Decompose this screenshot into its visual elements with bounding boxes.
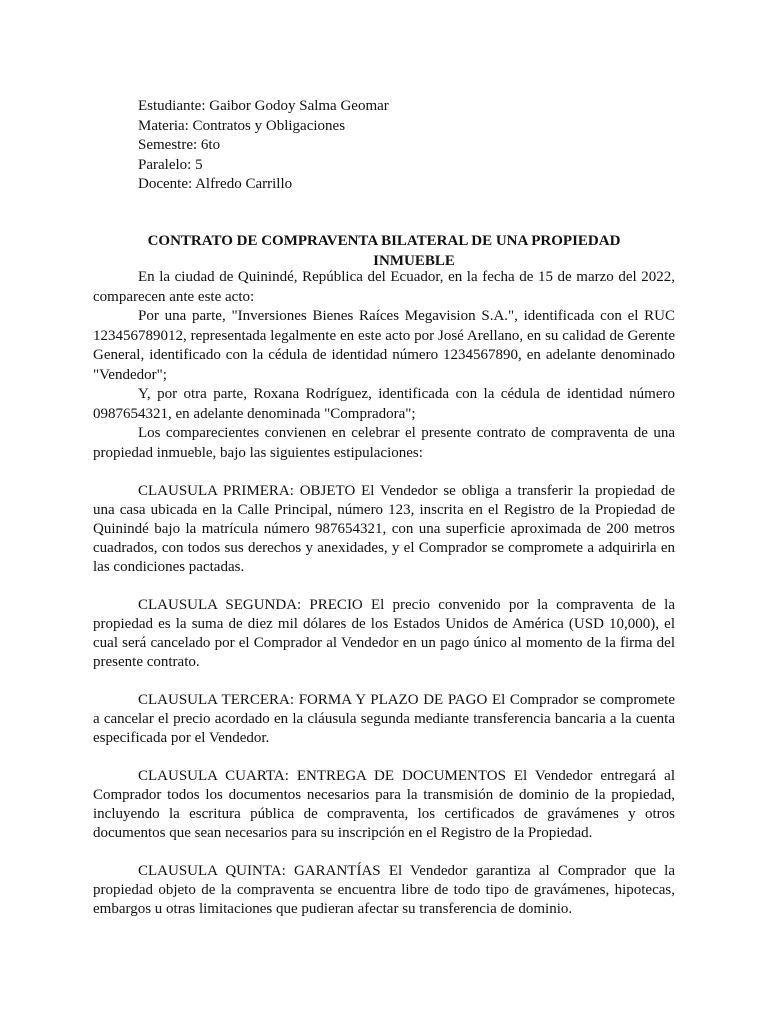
intro-paragraph-buyer: Y, por otra parte, Roxana Rodríguez, identificada con la cédula de identidad número 0987654321, en adelante denominada "Compradora"; [93, 386, 675, 422]
semester: Semestre: 6to [138, 137, 221, 153]
parallel: Paralelo: 5 [138, 156, 203, 173]
student-name: Estudiante: Gaibor Godoy Salma Geomar [138, 98, 389, 114]
contract-body [93, 268, 675, 919]
title-line-1: CONTRATO DE COMPRAVENTA BILATERAL DE UNA PROPIEDAD [147, 233, 621, 249]
student-info-block [138, 97, 658, 195]
subject-name: Materia: Contratos y Obligaciones [138, 117, 346, 134]
clause-quinta: CLAUSULA QUINTA: GARANTÍAS El Vendedor garantiza al Comprador que la propiedad objeto de la compraventa se encuentra libre de todo tipo de gravámenes, hipotecas, embargos u otras limitaciones que pudieran afectar su transferencia de dominio. [93, 863, 675, 917]
intro-paragraph-agreement: Los comparecientes convienen en celebrar el presente contrato de compraventa de una propiedad inmueble, bajo las siguientes estipulaciones: [93, 425, 675, 461]
document-title [93, 232, 675, 271]
clause-tercera: CLAUSULA TERCERA: FORMA Y PLAZO DE PAGO El Comprador se compromete a cancelar el precio acordado en la cláusula segunda mediante transferencia bancaria a la cuenta especificada por el Vendedor. [93, 692, 675, 746]
title-line-2: INMUEBLE [373, 252, 455, 269]
intro-paragraph-location: En la ciudad de Quinindé, República del Ecuador, en la fecha de 15 de marzo del 2022, comparecen ante este acto: [93, 269, 675, 305]
teacher-name: Docente: Alfredo Carrillo [138, 176, 293, 192]
intro-paragraph-seller: Por una parte, "Inversiones Bienes Raíces Megavision S.A.", identificada con el RUC 123456789012, representada legalmente en este acto por José Arellano, en su calidad de Gerente General, identificado con la cédula de identidad número 1234567890, en adelante denominado "Vendedor"; [93, 308, 675, 383]
clause-cuarta: CLAUSULA CUARTA: ENTREGA DE DOCUMENTOS El Vendedor entregará al Comprador todos los documentos necesarios para la transmisión de dominio de la propiedad, incluyendo la escritura pública de compraventa, los certificados de gravámenes y otros documentos que sean necesarios para su inscripción en el Registro de la Propiedad. [93, 768, 675, 841]
clause-segunda: CLAUSULA SEGUNDA: PRECIO El precio convenido por la compraventa de la propiedad es la suma de diez mil dólares de los Estados Unidos de América (USD 10,000), el cual será cancelado por el Comprador al Vendedor en un pago único al momento de la firma del presente contrato. [93, 597, 675, 670]
clause-primera: CLAUSULA PRIMERA: OBJETO El Vendedor se obliga a transferir la propiedad de una casa ubicada en la Calle Principal, número 123, inscrita en el Registro de la Propiedad de Quinindé bajo la matrícula número 987654321, con una superficie aproximada de 200 metros cuadrados, con todos sus derechos y anexidades, y el Comprador se compromete a adquirirla en las condiciones pactadas. [93, 483, 675, 575]
